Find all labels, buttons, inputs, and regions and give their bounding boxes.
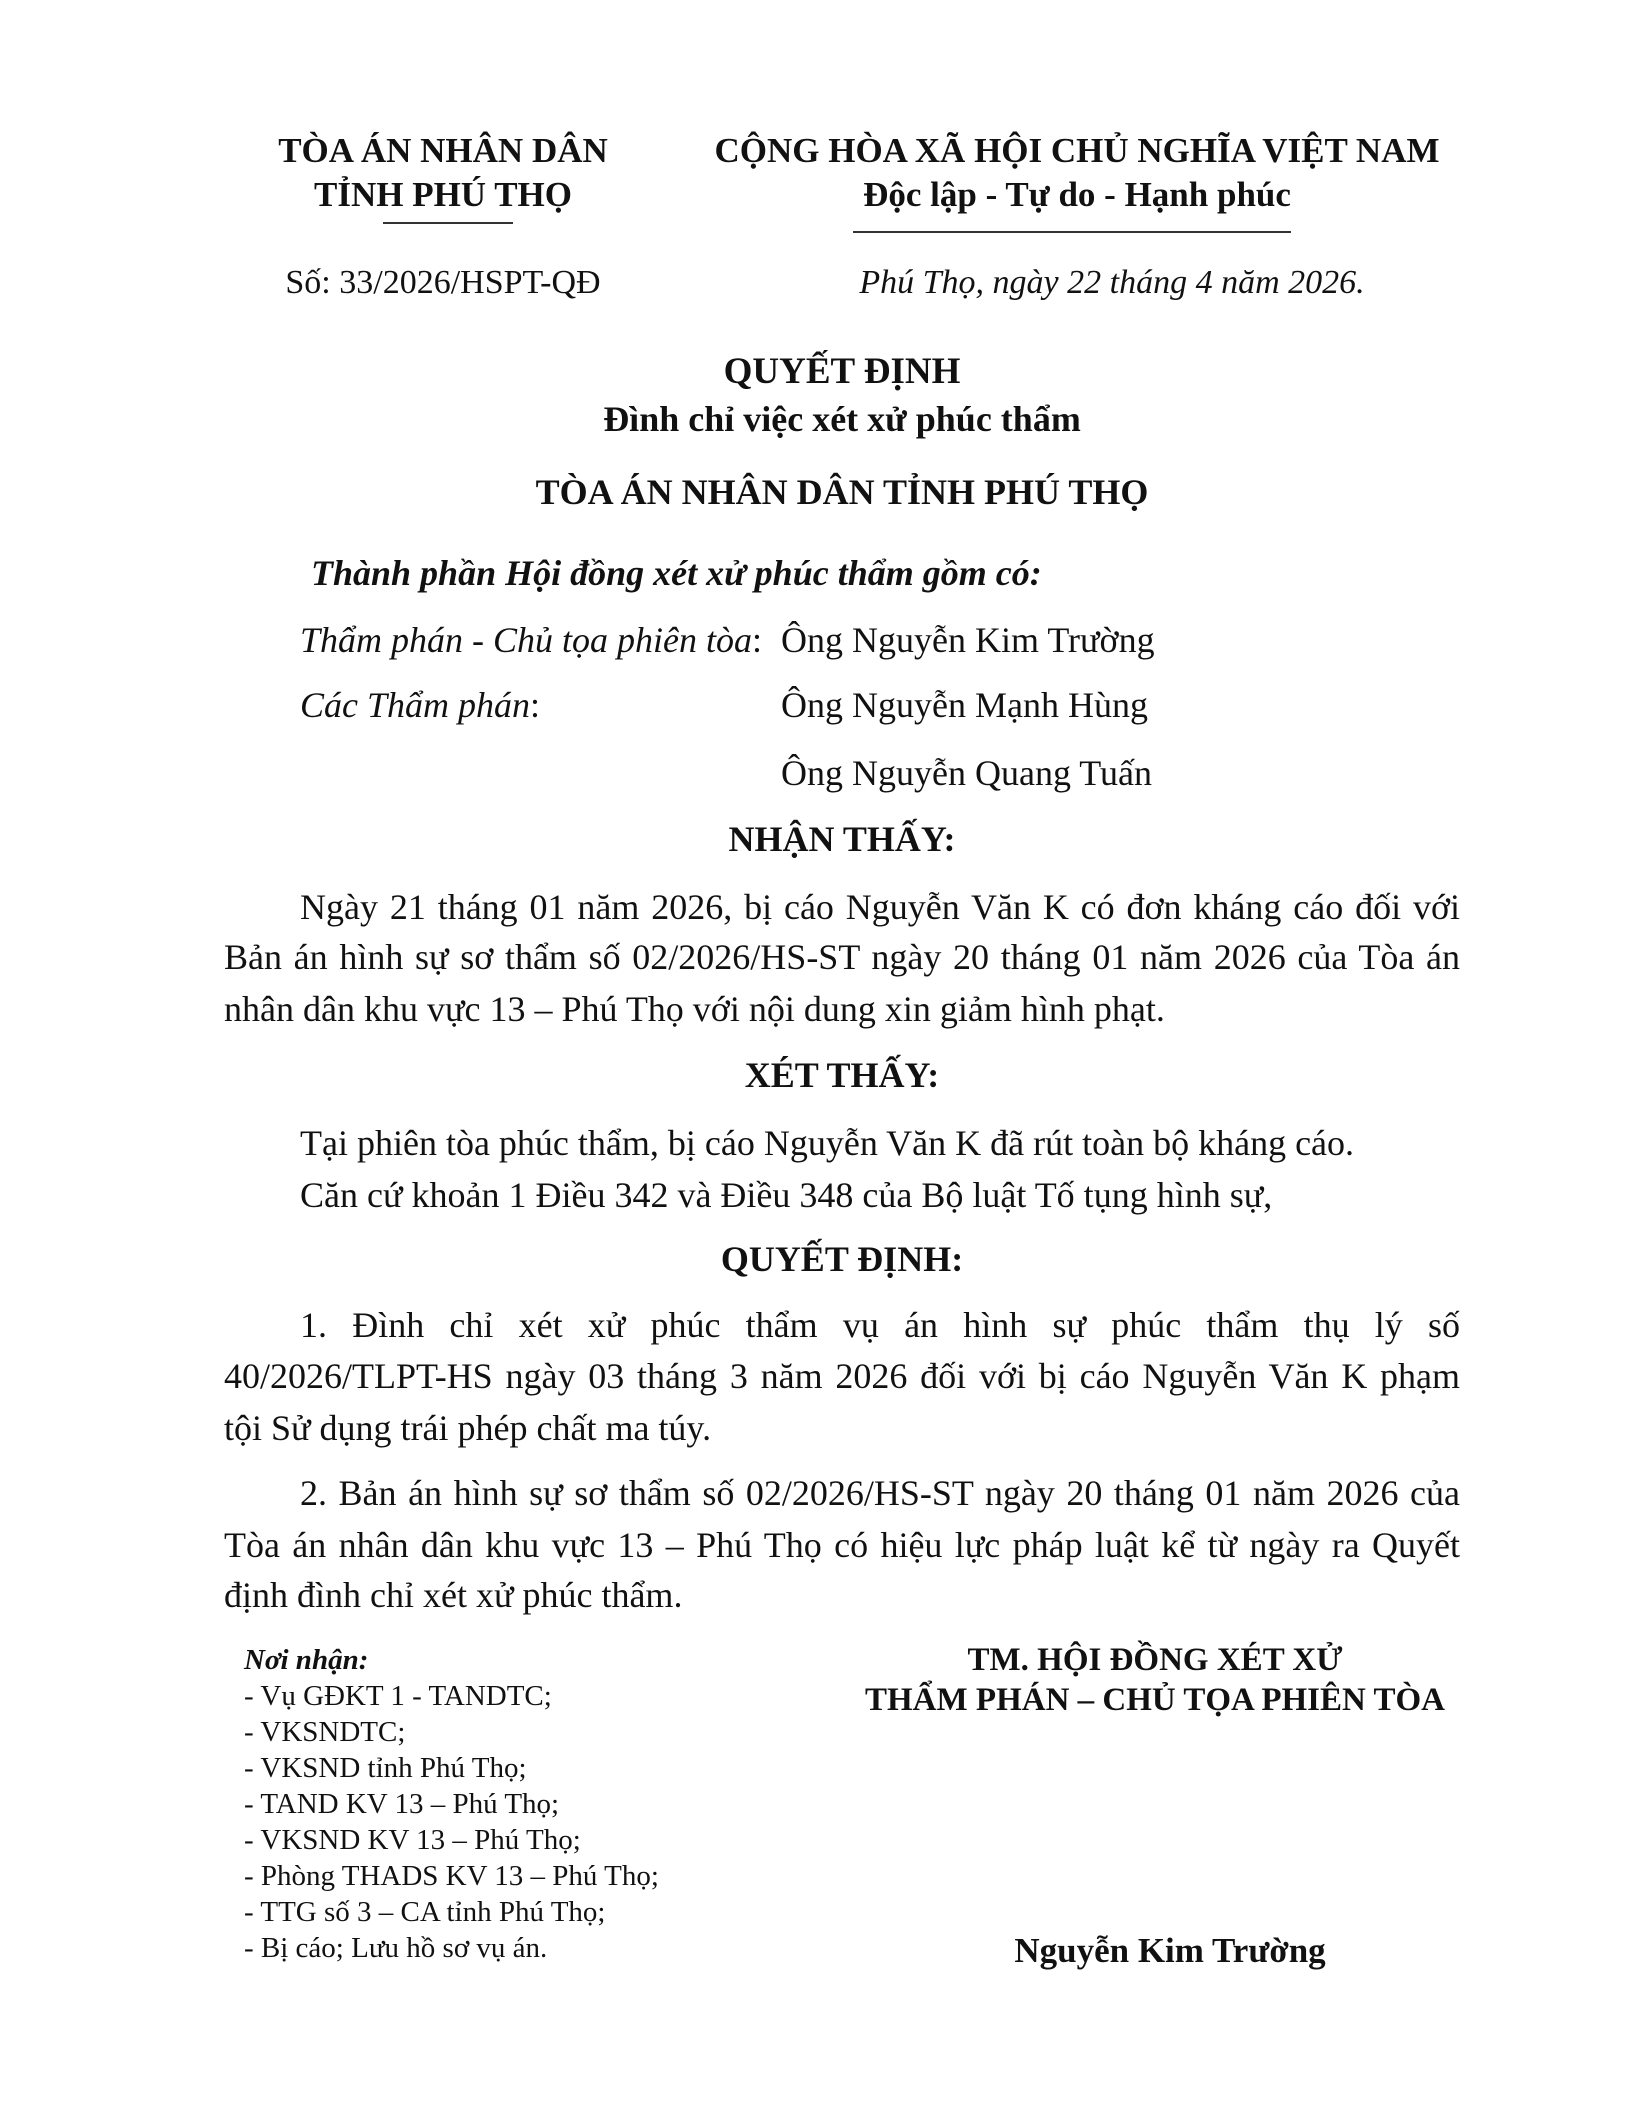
judges-colon: : — [530, 685, 541, 725]
findings-line: Bản án hình sự sơ thẩm số 02/2026/HS-ST ngày 20 tháng 01 năm 2026 của Tòa án — [224, 937, 1460, 977]
recipient-item: - TAND KV 13 – Phú Thọ; — [244, 1788, 560, 1820]
recipient-item: - VKSND tỉnh Phú Thọ; — [244, 1752, 527, 1784]
document-title: QUYẾT ĐỊNH — [723, 351, 961, 392]
signature-title-line2: THẨM PHÁN – CHỦ TỌA PHIÊN TÒA — [865, 1682, 1445, 1718]
considerations-heading: XÉT THẤY: — [744, 1055, 940, 1095]
decision-item2-line: định đình chỉ xét xử phúc thẩm. — [224, 1575, 683, 1615]
panel-heading: Thành phần Hội đồng xét xử phúc thẩm gồm có: — [311, 553, 1042, 593]
recipient-item: - VKSND KV 13 – Phú Thọ; — [244, 1824, 581, 1856]
recipient-item: - TTG số 3 – CA tỉnh Phú Thọ; — [244, 1896, 606, 1928]
recipient-item: - Phòng THADS KV 13 – Phú Thọ; — [244, 1860, 659, 1892]
court-name-line2: TỈNH PHÚ THỌ — [313, 175, 572, 214]
nation-motto-underline — [853, 231, 1291, 233]
considerations-line: Tại phiên tòa phúc thẩm, bị cáo Nguyễn Văn K đã rút toàn bộ kháng cáo. — [300, 1123, 1355, 1163]
recipients-heading: Nơi nhận: — [244, 1644, 369, 1676]
judge-name: Ông Nguyễn Mạnh Hùng — [781, 685, 1148, 725]
presiding-judge-colon: : — [752, 620, 763, 660]
decision-item1-line: 40/2026/TLPT-HS ngày 03 tháng 3 năm 2026 đối với bị cáo Nguyễn Văn K phạm — [224, 1356, 1460, 1396]
findings-line: Ngày 21 tháng 01 năm 2026, bị cáo Nguyễn Văn K có đơn kháng cáo đối với — [300, 887, 1460, 927]
recipient-item: - Vụ GĐKT 1 - TANDTC; — [244, 1680, 552, 1712]
document-subtitle: Đình chỉ việc xét xử phúc thẩm — [603, 399, 1081, 439]
document-number: Số: 33/2026/HSPT-QĐ — [285, 264, 601, 301]
judge-name: Ông Nguyễn Quang Tuấn — [781, 753, 1153, 793]
presiding-judge-row — [300, 615, 762, 665]
nation-title: CỘNG HÒA XÃ HỘI CHỦ NGHĨA VIỆT NAM — [714, 131, 1440, 170]
issuing-court: TÒA ÁN NHÂN DÂN TỈNH PHÚ THỌ — [535, 472, 1149, 512]
findings-line: nhân dân khu vực 13 – Phú Thọ với nội dung xin giảm hình phạt. — [224, 989, 1165, 1029]
place-date: Phú Thọ, ngày 22 tháng 4 năm 2026. — [859, 264, 1365, 301]
decision-heading: QUYẾT ĐỊNH: — [720, 1239, 964, 1279]
nation-motto: Độc lập - Tự do - Hạnh phúc — [863, 175, 1291, 214]
decision-item1-line: 1. Đình chỉ xét xử phúc thẩm vụ án hình sự phúc thẩm thụ lý số — [300, 1305, 1460, 1345]
presiding-judge-name: Ông Nguyễn Kim Trường — [781, 620, 1155, 660]
decision-item1-line: tội Sử dụng trái phép chất ma túy. — [224, 1408, 712, 1448]
considerations-line: Căn cứ khoản 1 Điều 342 và Điều 348 của Bộ luật Tố tụng hình sự, — [300, 1175, 1273, 1215]
recipient-item: - Bị cáo; Lưu hồ sơ vụ án. — [244, 1932, 548, 1964]
court-name-line1: TÒA ÁN NHÂN DÂN — [278, 131, 608, 170]
findings-heading: NHẬN THẤY: — [728, 819, 956, 859]
decision-item2-line: Tòa án nhân dân khu vực 13 – Phú Thọ có hiệu lực pháp luật kể từ ngày ra Quyết — [224, 1525, 1460, 1565]
judges-label: Các Thẩm phán — [300, 685, 531, 725]
presiding-judge-label: Thẩm phán - Chủ tọa phiên tòa — [300, 620, 753, 660]
judges-row — [300, 680, 540, 730]
recipient-item: - VKSNDTC; — [244, 1716, 406, 1748]
signature-title-line1: TM. HỘI ĐỒNG XÉT XỬ — [967, 1642, 1343, 1678]
signer-name: Nguyễn Kim Trường — [1014, 1931, 1326, 1970]
court-name-underline — [383, 222, 513, 224]
decision-item2-line: 2. Bản án hình sự sơ thẩm số 02/2026/HS-ST ngày 20 tháng 01 năm 2026 của — [300, 1473, 1460, 1513]
